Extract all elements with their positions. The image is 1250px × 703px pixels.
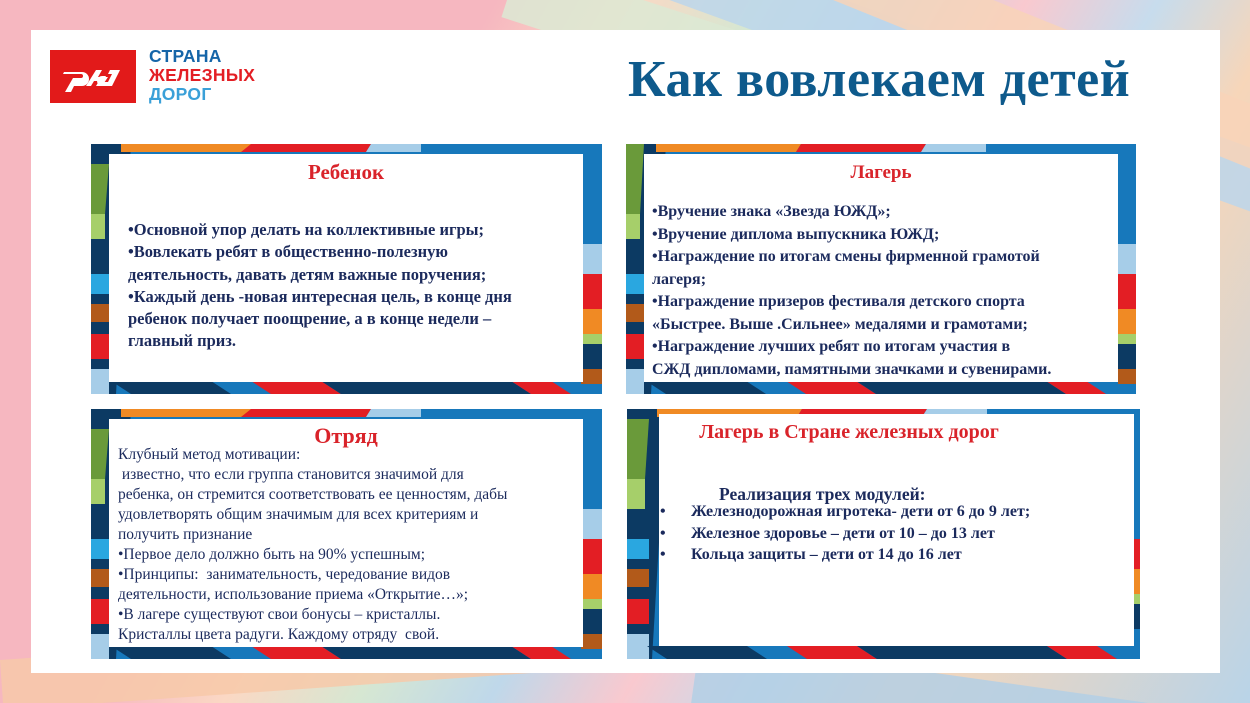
module-item bbox=[660, 544, 1120, 566]
card-camp-panel bbox=[644, 154, 1118, 382]
list-item: удовлетворять общим значимым для всех критериям и bbox=[118, 506, 479, 523]
list-item: «Быстрее. Выше .Сильнее» медалями и грамотами; bbox=[652, 315, 1028, 333]
card-camp-list bbox=[652, 201, 1122, 381]
rzd-logo-mark bbox=[50, 50, 136, 103]
list-item: •Награждение по итогам смены фирменной грамотой bbox=[652, 248, 1040, 265]
list-item: •Основной упор делать на коллективные игры; bbox=[128, 220, 485, 239]
card-child-list bbox=[128, 219, 578, 353]
card-railway-camp-modules bbox=[660, 501, 1120, 566]
list-item: СЖД дипломами, памятными значками и сувенирами. bbox=[652, 360, 1052, 378]
list-item: •Награждение лучших ребят по итогам участия в bbox=[652, 338, 1011, 355]
list-item: лагеря; bbox=[652, 270, 707, 288]
card-railway-camp-subtitle: Реализация трех модулей: bbox=[719, 484, 926, 504]
list-item: получить признание bbox=[118, 526, 253, 543]
list-item: •Вручение диплома выпускника ЮЖД; bbox=[652, 225, 940, 243]
module-item bbox=[660, 523, 1120, 545]
list-item: деятельность, давать детям важные поручения; bbox=[128, 264, 487, 284]
card-squad bbox=[91, 409, 602, 659]
card-camp bbox=[626, 144, 1136, 394]
list-item: •Награждение призеров фестиваля детского спорта bbox=[652, 293, 1025, 310]
bullet-icon: • bbox=[660, 546, 666, 563]
list-item: •Вручение знака «Звезда ЮЖД»; bbox=[652, 203, 891, 220]
card-railway-camp-title: Лагерь в Стране железных дорог bbox=[699, 421, 999, 443]
list-item: известно, что если группа становится значимой для bbox=[118, 466, 464, 483]
module-item bbox=[660, 501, 1120, 523]
card-squad-list bbox=[118, 445, 588, 645]
rzd-emblem-icon bbox=[60, 62, 126, 92]
card-camp-title: Лагерь bbox=[850, 162, 912, 183]
module-label: Кольца защиты – дети от 14 до 16 лет bbox=[691, 546, 962, 563]
card-child bbox=[91, 144, 602, 394]
list-item: Кристаллы цвета радуги. Каждому отряду свой. bbox=[118, 626, 440, 643]
logo-line-1: СТРАНА bbox=[149, 46, 222, 66]
rzd-logo bbox=[50, 46, 260, 104]
card-railway-camp bbox=[627, 409, 1140, 659]
list-item: деятельности, использование приема «Открытие…»; bbox=[118, 586, 469, 603]
module-label: Железнодорожная игротека- дети от 6 до 9 лет; bbox=[691, 503, 1031, 520]
logo-wordmark bbox=[149, 47, 255, 104]
card-squad-panel bbox=[109, 419, 583, 647]
list-item: ребенок получает поощрение, а в конце недели – bbox=[128, 309, 492, 329]
list-item: •Принципы: занимательность, чередование видов bbox=[118, 566, 451, 583]
list-item: •Первое дело должно быть на 90% успешным; bbox=[118, 546, 425, 563]
card-child-panel bbox=[109, 154, 583, 382]
list-item: •Каждый день -новая интересная цель, в конце дня bbox=[128, 286, 512, 306]
list-item: Клубный метод мотивации: bbox=[118, 446, 301, 463]
list-item: •В лагере существуют свои бонусы – кристаллы. bbox=[118, 606, 441, 623]
bullet-icon: • bbox=[660, 503, 666, 520]
card-squad-title: Отряд bbox=[314, 423, 378, 448]
logo-line-2: ЖЕЛЕЗНЫХ bbox=[149, 65, 256, 85]
card-child-title: Ребенок bbox=[307, 160, 385, 184]
list-item: ребенка, он стремится соответствовать ее ценностям, дабы bbox=[118, 486, 508, 503]
bullet-icon: • bbox=[660, 524, 666, 542]
list-item: главный приз. bbox=[128, 331, 237, 351]
logo-line-3: ДОРОГ bbox=[149, 84, 212, 104]
list-item: •Вовлекать ребят в общественно-полезную bbox=[128, 242, 448, 262]
page-title: Как вовлекаем детей bbox=[628, 51, 1131, 108]
module-label: Железное здоровье – дети от 10 – до 13 лет bbox=[691, 524, 995, 542]
